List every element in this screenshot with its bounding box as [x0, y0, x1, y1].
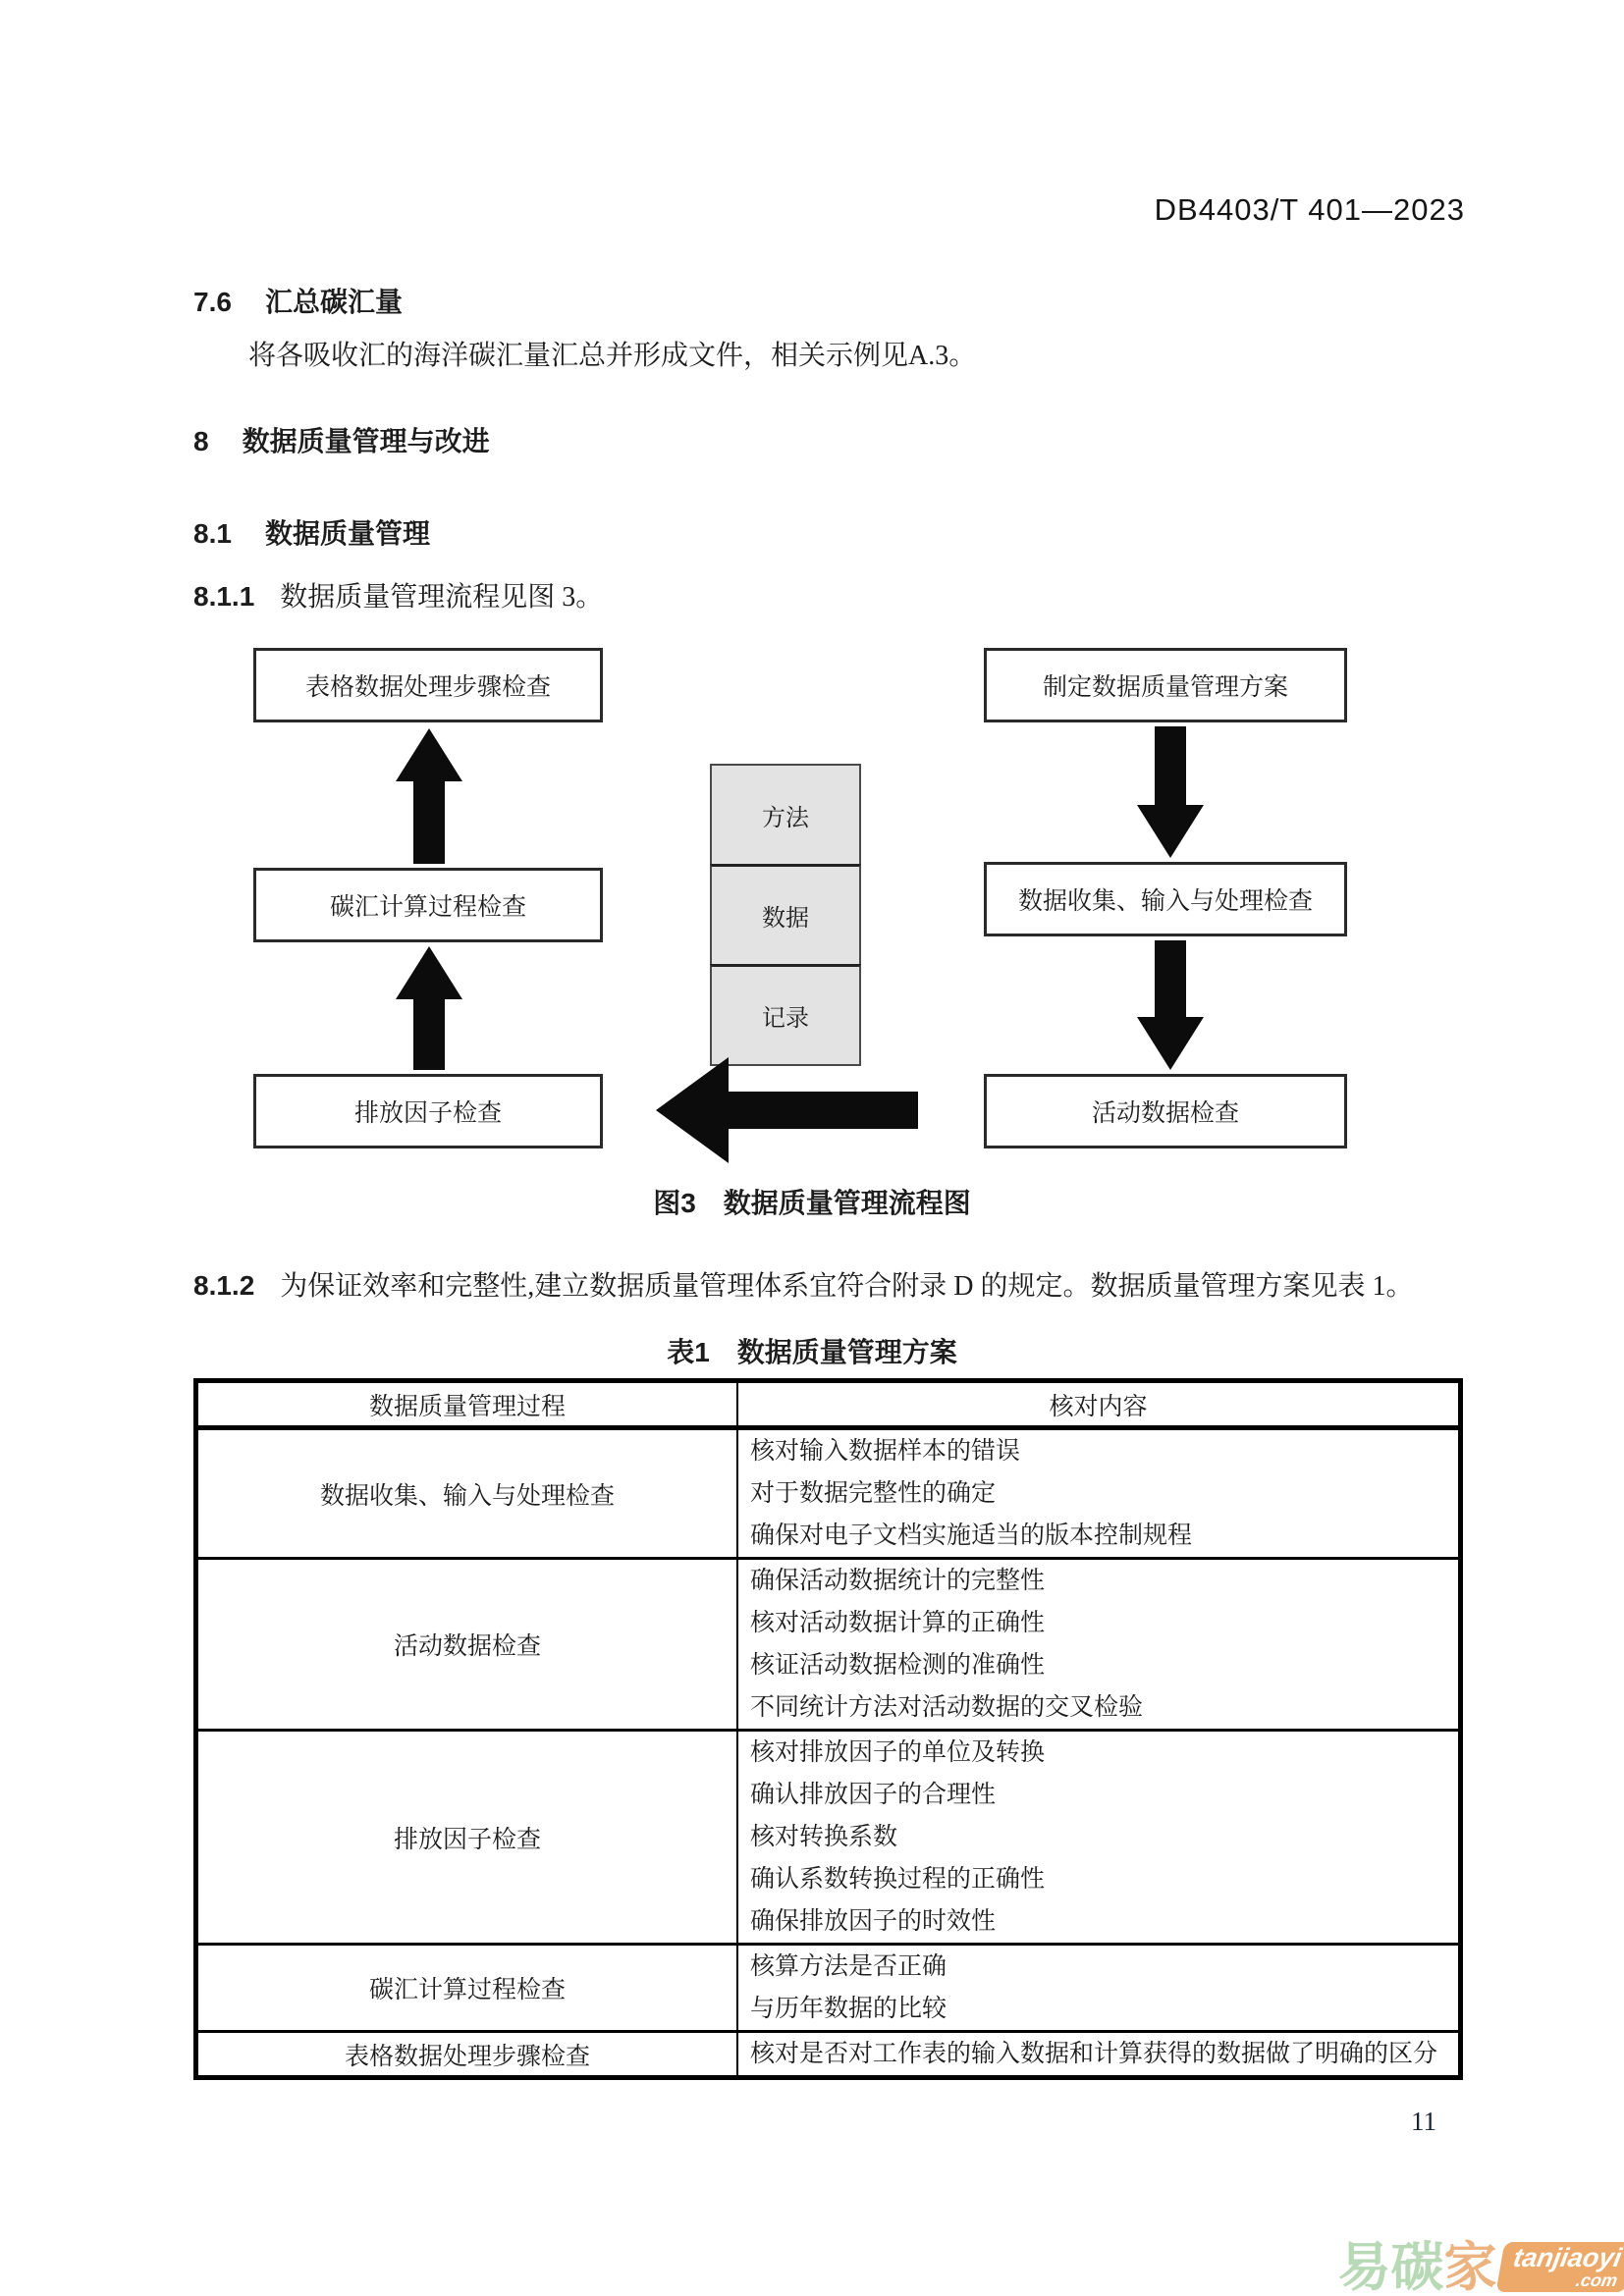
check-item: 核对排放因子的单位及转换	[750, 1739, 1046, 1766]
flowchart-box-table-data-step-check: 表格数据处理步骤检查	[253, 648, 603, 722]
left-arrow-icon	[656, 1057, 918, 1163]
check-item: 核算方法是否正确	[750, 1953, 947, 1980]
paragraph-7-6: 将各吸收汇的海洋碳汇量汇总并形成文件，相关示例见A.3。	[248, 341, 977, 371]
watermark-text-green: 易碳	[1337, 2238, 1444, 2296]
quality-management-table	[193, 1378, 1463, 2080]
clause-title: 数据质量管理	[264, 518, 430, 549]
table-cell-process: 数据收集、输入与处理检查	[198, 1430, 738, 1557]
table-row	[198, 2030, 1458, 2075]
check-item: 与历年数据的比较	[750, 1996, 947, 2022]
figure-title: 数据质量管理流程图	[723, 1188, 971, 1218]
check-item: 确认系数转换过程的正确性	[750, 1866, 1046, 1893]
flowchart-box-data-collect-check: 数据收集、输入与处理检查	[984, 862, 1347, 936]
table-cell-process: 排放因子检查	[198, 1732, 738, 1943]
watermark-text-orange: 家	[1443, 2238, 1497, 2296]
stack-cell-method: 方法	[710, 764, 861, 866]
watermark-badge	[1496, 2242, 1624, 2292]
clause-number: 7.6	[193, 287, 232, 317]
standard-code-header: DB4403/T 401—2023	[1154, 192, 1465, 227]
figure-label: 图3	[653, 1188, 696, 1218]
check-item: 对于数据完整性的确定	[750, 1480, 997, 1507]
stack-cell-data: 数据	[710, 864, 861, 966]
clause-text: 为保证效率和完整性,建立数据质量管理体系宜符合附录 D 的规定。数据质量管理方案见表 1。	[280, 1271, 1414, 1302]
clause-8-1-2	[193, 1264, 1414, 1304]
table-row	[198, 1430, 1458, 1557]
heading-7-6	[193, 281, 403, 320]
clause-title: 数据质量管理与改进	[242, 426, 490, 456]
stack-cell-record: 记录	[710, 964, 861, 1066]
check-item: 不同统计方法对活动数据的交叉检验	[750, 1694, 1144, 1721]
table-header-content: 核对内容	[1049, 1393, 1148, 1420]
table-cell-process: 活动数据检查	[198, 1560, 738, 1729]
table-cell-items	[738, 1560, 1458, 1729]
up-arrow-icon	[396, 946, 462, 1070]
table-row	[198, 1943, 1458, 2030]
clause-title: 汇总碳汇量	[264, 287, 403, 317]
table-row	[198, 1729, 1458, 1943]
table-header-row	[198, 1383, 1458, 1430]
flowchart-box-activity-data-check: 活动数据检查	[984, 1074, 1347, 1148]
page-number: 11	[1411, 2107, 1436, 2136]
down-arrow-icon	[1137, 726, 1204, 858]
table-cell-items	[738, 1732, 1458, 1943]
watermark-badge-line2: .com	[1574, 2270, 1620, 2290]
clause-number: 8.1.1	[193, 581, 255, 612]
check-item: 确保活动数据统计的完整性	[750, 1568, 1046, 1594]
check-item: 确保排放因子的时效性	[750, 1908, 997, 1935]
check-item: 核对活动数据计算的正确性	[750, 1610, 1046, 1636]
table-row	[198, 1557, 1458, 1729]
clause-number: 8.1	[193, 518, 232, 549]
table-cell-process: 表格数据处理步骤检查	[198, 2033, 738, 2075]
clause-text: 数据质量管理流程见图 3。	[280, 582, 604, 613]
heading-8-1	[193, 512, 430, 552]
up-arrow-icon	[396, 728, 462, 864]
check-item: 核证活动数据检测的准确性	[750, 1652, 1046, 1679]
flowchart-box-sink-calc-check: 碳汇计算过程检查	[253, 868, 603, 942]
table-header-process: 数据质量管理过程	[198, 1383, 738, 1425]
figure-caption	[0, 1182, 1624, 1221]
tanjiaoyi-watermark	[1337, 2238, 1624, 2296]
table-cell-items	[738, 2033, 1458, 2075]
clause-number: 8.1.2	[193, 1270, 255, 1301]
check-item: 确保对电子文档实施适当的版本控制规程	[750, 1522, 1193, 1549]
table-cell-items	[738, 1946, 1458, 2030]
clause-number: 8	[193, 426, 209, 456]
flowchart-center-stack	[710, 764, 861, 1066]
watermark-badge-line1: tanjiaoyi	[1511, 2243, 1624, 2272]
table-title: 数据质量管理方案	[736, 1337, 957, 1367]
clause-8-1-1	[193, 575, 603, 614]
flowchart-box-make-quality-plan: 制定数据质量管理方案	[984, 648, 1347, 722]
flowchart-box-emission-factor-check: 排放因子检查	[253, 1074, 603, 1148]
check-item: 核对转换系数	[750, 1824, 898, 1850]
table-label: 表1	[667, 1337, 710, 1367]
heading-8	[193, 420, 490, 459]
down-arrow-icon	[1137, 940, 1204, 1070]
table-body	[198, 1430, 1458, 2075]
check-item: 核对输入数据样本的错误	[750, 1438, 1021, 1465]
check-item: 核对是否对工作表的输入数据和计算获得的数据做了明确的区分	[750, 2041, 1438, 2067]
table-cell-process: 碳汇计算过程检查	[198, 1946, 738, 2030]
table-cell-items	[738, 1430, 1458, 1557]
check-item: 确认排放因子的合理性	[750, 1782, 997, 1808]
table-caption	[0, 1331, 1624, 1370]
